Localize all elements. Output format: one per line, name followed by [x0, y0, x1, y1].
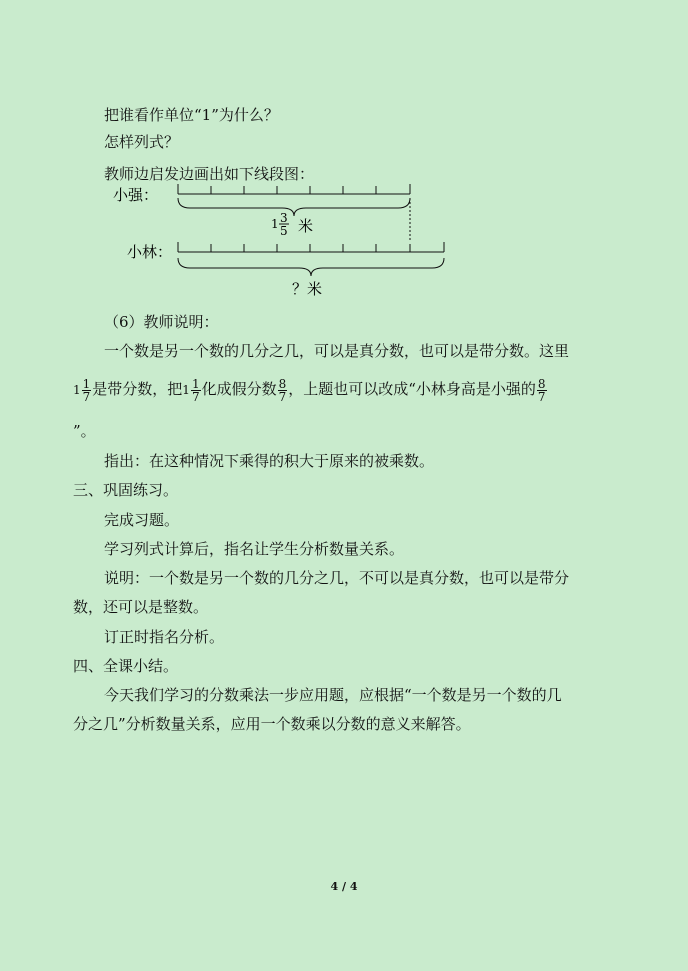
paragraph-explanation-1: 一个数是另一个数的几分之几，可以是真分数，也可以是带分数。这里 — [104, 342, 570, 360]
xiaolin-label: 小林： — [127, 243, 173, 261]
xiaolin-brace — [178, 258, 444, 276]
step-6-heading: （6）教师说明： — [104, 313, 219, 331]
mixed-whole: 1 — [73, 383, 81, 397]
xiaolin-segment — [178, 242, 444, 252]
text-mixed-number: 是带分数，把 — [92, 380, 183, 398]
section-3-heading: 三、巩固练习。 — [73, 481, 179, 499]
section-4-heading: 四、全课小结。 — [73, 657, 179, 675]
paragraph-correction: 订正时指名分析。 — [104, 628, 225, 646]
mixed-fraction-2: $\frac{1}{7}$ — [191, 376, 200, 404]
text-convert: 化成假分数 — [201, 380, 277, 398]
xiaolin-value: ？米 — [292, 280, 323, 298]
xiaoqiang-unit: 米 — [298, 217, 314, 235]
mixed-fraction: $\frac{1}{7}$ — [82, 376, 91, 404]
improper-fraction-2: $\frac{8}{7}$ — [537, 376, 546, 404]
paragraph-exercises: 完成习题。 — [104, 511, 180, 529]
xiaoqiang-brace — [178, 198, 410, 216]
paragraph-explanation-2 — [73, 369, 548, 409]
xiaoqiang-segment — [178, 184, 410, 194]
paragraph-note-2: 数，还可以是整数。 — [73, 598, 209, 616]
text-rewrite: ，上题也可以改成“小林身高是小强的 — [288, 380, 536, 398]
paragraph-note-1: 说明：一个数是另一个数的几分之几，不可以是真分数，也可以是带分 — [104, 569, 570, 587]
paragraph-analysis: 学习列式计算后，指名让学生分析数量关系。 — [104, 540, 405, 558]
paragraph-summary-2: 分之几”分析数量关系，应用一个数乘以分数的意义来解答。 — [73, 715, 471, 733]
mixed-whole-2: 1 — [182, 383, 190, 397]
line-segment-diagram — [0, 180, 688, 300]
paragraph-point-out: 指出：在这种情况下乘得的积大于原来的被乘数。 — [104, 452, 435, 470]
teacher-draws-diagram: 教师边启发边画出如下线段图： — [104, 165, 315, 183]
page-number: 4 / 4 — [330, 880, 358, 893]
closing-quote: ”。 — [73, 422, 96, 440]
xiaoqiang-num: 3 — [280, 211, 288, 225]
xiaoqiang-whole: 1 — [271, 217, 279, 231]
xiaoqiang-den: 5 — [280, 224, 288, 238]
xiaoqiang-label: 小强： — [113, 186, 159, 204]
paragraph-summary-1: 今天我们学习的分数乘法一步应用题，应根据“一个数是另一个数的几 — [104, 686, 562, 704]
question-unit-one: 把谁看作单位“1”为什么？ — [104, 106, 279, 124]
question-how-to-write: 怎样列式？ — [104, 133, 180, 151]
improper-fraction: $\frac{8}{7}$ — [278, 376, 287, 404]
